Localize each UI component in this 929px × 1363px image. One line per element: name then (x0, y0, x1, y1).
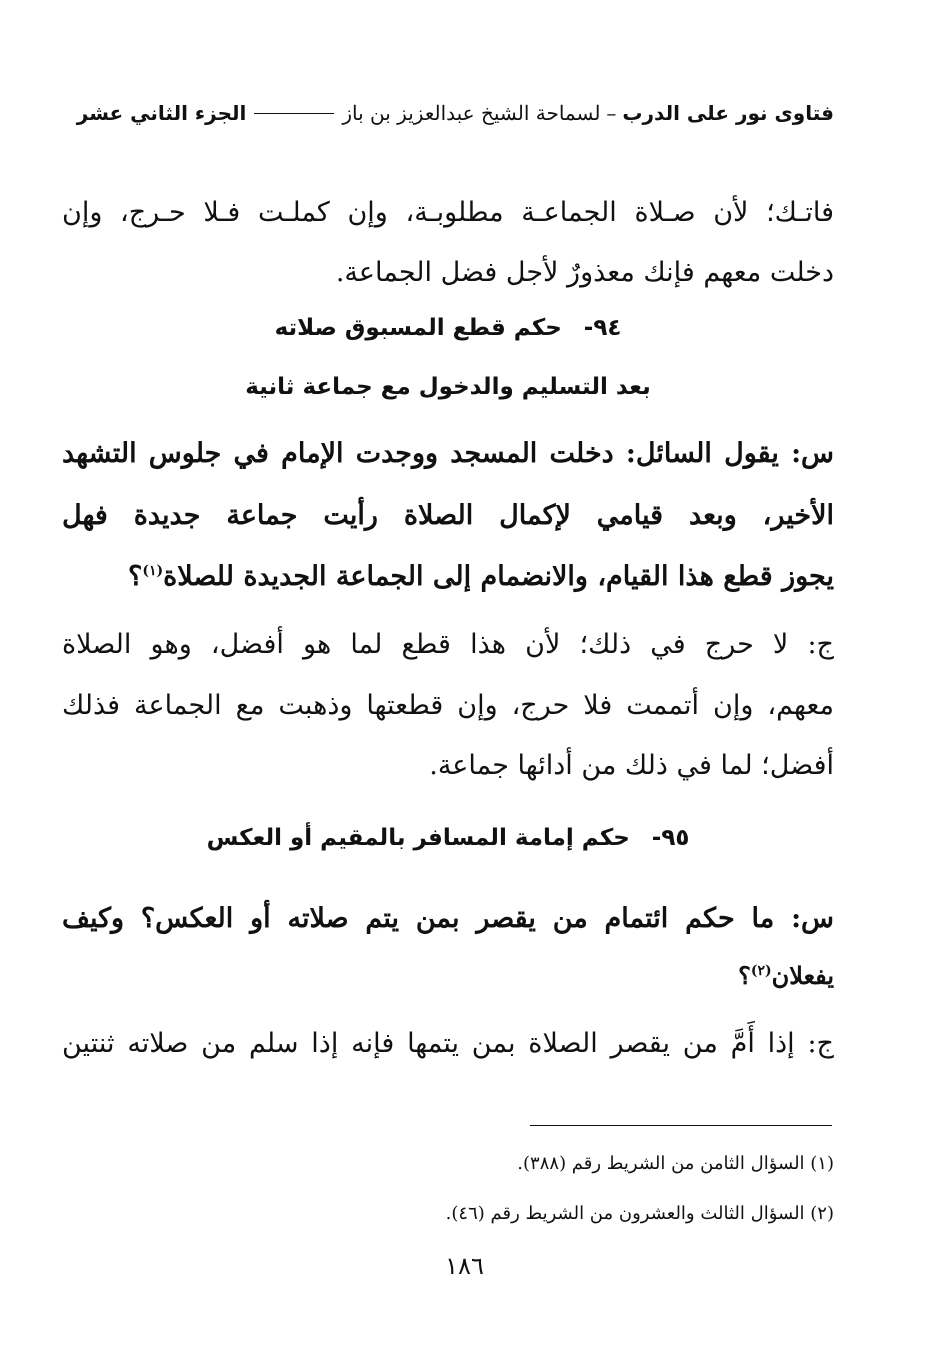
author-name: لسماحة الشيخ عبدالعزيز بن باز (342, 101, 601, 125)
section-94-question-line-3 (62, 557, 834, 597)
footnote-separator (530, 1125, 832, 1126)
section-95-question-text: يفعلان (771, 961, 834, 990)
section-94-title-line-1: حكم قطع المسبوق صلاته (274, 315, 562, 341)
section-94-answer-line-1: ج: لا حرج في ذلك؛ لأن هذا قطع لما هو أفضل، وهو الصلاة (62, 629, 834, 660)
section-95-title (62, 820, 834, 856)
section-95-question-line-1: س: ما حكم ائتمام من يقصر بمن يتم صلاته أو العكس؟ وكيف (62, 903, 834, 934)
footnote-ref-1: (١) (142, 563, 164, 579)
section-94-title-line-2: بعد التسليم والدخول مع جماعة ثانية (245, 374, 651, 400)
section-95-question-line-2 (62, 956, 834, 996)
section-95-title-text: حكم إمامة المسافر بالمقيم أو العكس (206, 825, 630, 851)
section-95-answer-line-1: ج: إذا أَمَّ من يقصر الصلاة بمن يتمها فإنه إذا سلم من صلاته ثنتين (62, 1028, 834, 1059)
page-number: ١٨٦ (445, 1252, 484, 1280)
volume-part: الجزء الثاني عشر (76, 101, 247, 125)
section-94-number: ٩٤- (583, 315, 622, 341)
intro-line-2: دخلت معهم فإنك معذورٌ لأجل فضل الجماعة. (335, 257, 834, 288)
question-mark: ؟ (738, 961, 751, 990)
section-94-question-line-1: س: يقول السائل: دخلت المسجد ووجدت الإمام في جلوس التشهد (62, 438, 834, 469)
footnote-ref-2: (٢) (750, 963, 772, 979)
section-94-title (62, 310, 834, 346)
section-94-question-text: يجوز قطع هذا القيام، والانضمام إلى الجماعة الجديدة للصلاة (163, 561, 834, 592)
section-94-answer-line-3: أفضل؛ لما في ذلك من أدائها جماعة. (429, 750, 834, 781)
section-94-question-line-2: الأخير، وبعد قيامي لإكمال الصلاة رأيت جماعة جديدة فهل (62, 500, 834, 531)
running-header (62, 95, 834, 131)
footnote-2: (٢) السؤال الثالث والعشرون من الشريط رقم (٤٦). (445, 1203, 834, 1224)
section-95-number: ٩٥- (651, 825, 690, 851)
question-mark: ؟ (127, 561, 143, 592)
section-94-answer-line-2: معهم، وإن أتممت فلا حرج، وإن قطعتها وذهبت مع الجماعة فذلك (62, 690, 834, 721)
header-dash: – (606, 101, 617, 125)
book-title: فتاوى نور على الدرب (622, 101, 834, 125)
footnote-1: (١) السؤال الثامن من الشريط رقم (٣٨٨). (517, 1153, 834, 1174)
header-rule (254, 113, 334, 114)
intro-line-1: فاتـك؛ لأن صـلاة الجماعـة مطلوبـة، وإن كملـت فـلا حـرج، وإن (62, 197, 834, 228)
